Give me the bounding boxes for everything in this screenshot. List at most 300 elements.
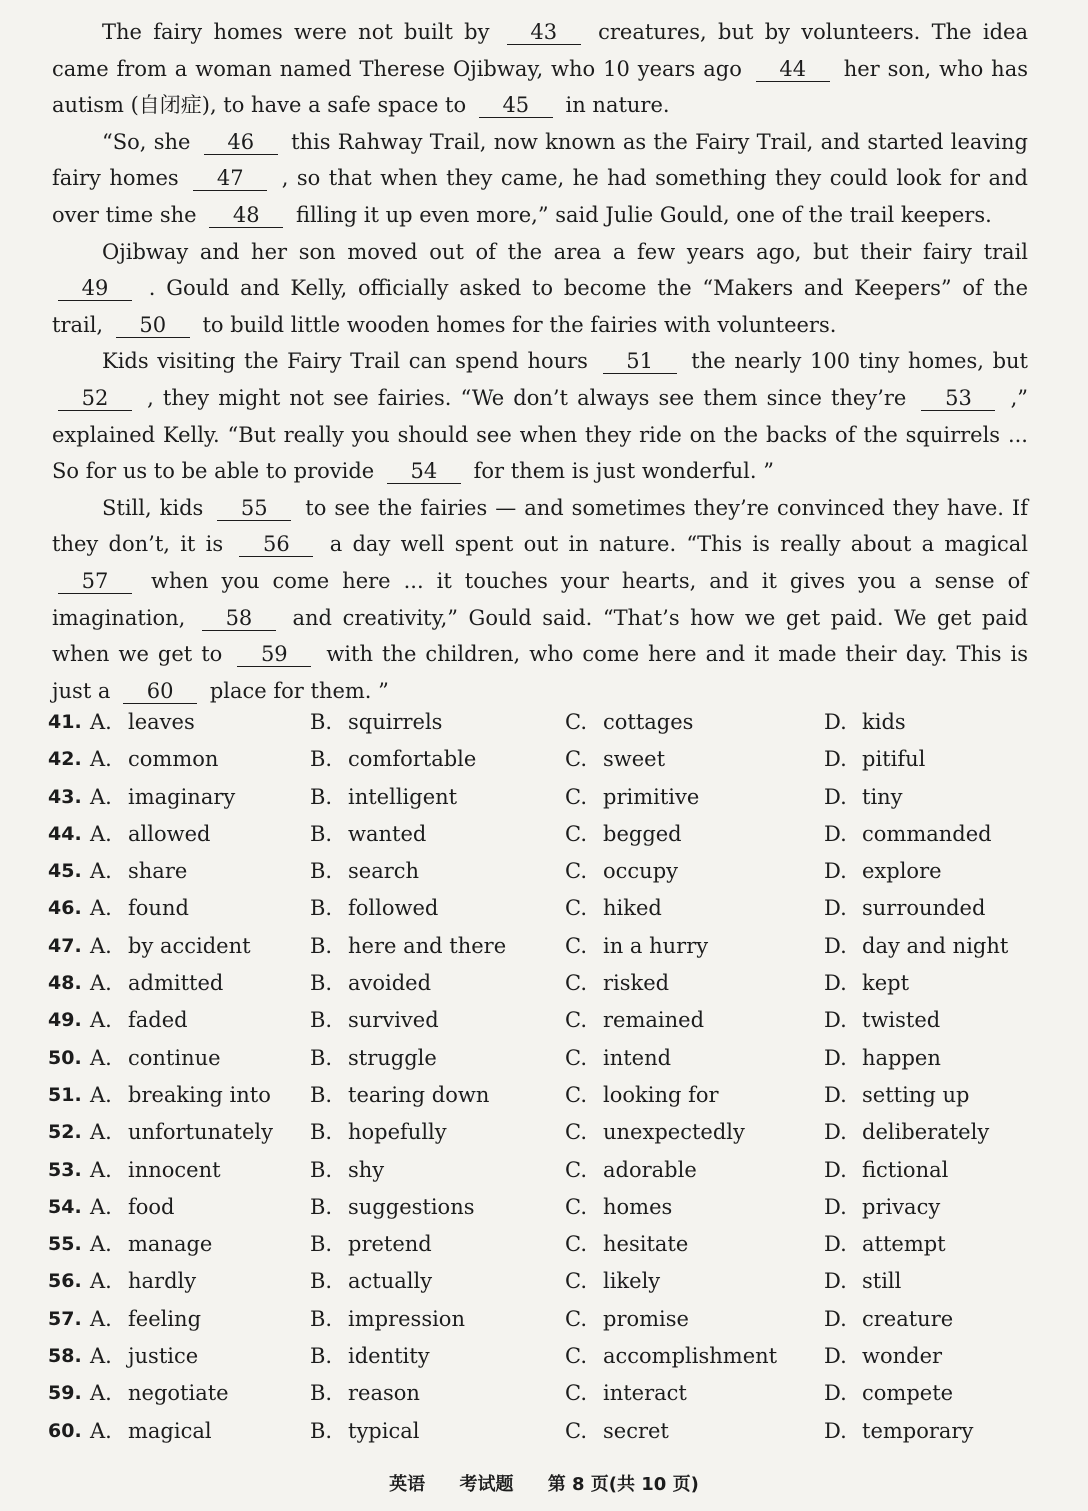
blank-60: 60 xyxy=(123,679,197,704)
option-d xyxy=(824,853,942,890)
passage-text: and creativity,” Gould said. “That’s how we get paid. We get paid when we get to xyxy=(52,605,1028,667)
option-letter: D. xyxy=(824,1269,847,1294)
question-row xyxy=(48,1338,1048,1375)
option-b xyxy=(310,1338,430,1375)
passage-text: to build little wooden homes for the fairies with volunteers. xyxy=(202,312,837,337)
question-row xyxy=(48,1189,1048,1226)
option-c xyxy=(565,741,665,778)
option-a xyxy=(90,965,223,1002)
option-d xyxy=(824,816,992,853)
blank-45: 45 xyxy=(479,93,553,118)
option-text: pitiful xyxy=(862,747,926,772)
option-d xyxy=(824,1040,941,1077)
option-letter: B. xyxy=(310,1269,333,1294)
passage-text: , so that when they came, he had something they could look for and over time she xyxy=(52,166,1028,227)
passage-text: in nature. xyxy=(565,93,670,118)
option-letter: D. xyxy=(824,1045,847,1070)
option-d xyxy=(824,1114,989,1151)
option-text: surrounded xyxy=(862,896,986,921)
question-number: 50. xyxy=(48,1046,82,1069)
option-b xyxy=(310,1301,465,1338)
option-letter: A. xyxy=(90,1194,112,1219)
option-c xyxy=(565,1301,689,1338)
question-row xyxy=(48,704,1048,741)
option-letter: C. xyxy=(565,1157,587,1182)
option-c xyxy=(565,779,699,816)
option-a xyxy=(90,779,235,816)
option-letter: B. xyxy=(310,1306,333,1331)
question-number: 46. xyxy=(48,897,82,920)
option-text: hardly xyxy=(128,1269,197,1294)
option-text: negotiate xyxy=(128,1381,229,1406)
blank-53: 53 xyxy=(921,386,995,411)
blank-54: 54 xyxy=(387,459,461,484)
passage-text: , they might not see fairies. “We don’t always see them since they’re xyxy=(147,385,907,410)
option-letter: C. xyxy=(565,1344,587,1369)
option-letter: A. xyxy=(90,710,112,734)
option-letter: B. xyxy=(310,821,333,846)
option-letter: C. xyxy=(565,747,587,772)
option-letter: A. xyxy=(90,821,112,846)
option-letter: A. xyxy=(90,1269,112,1294)
question-row xyxy=(48,1226,1048,1263)
option-c xyxy=(565,1040,671,1077)
blank-49: 49 xyxy=(58,276,132,301)
option-c xyxy=(565,1114,745,1151)
question-number: 41. xyxy=(48,711,82,733)
option-a xyxy=(90,816,210,853)
option-letter: B. xyxy=(310,1194,333,1219)
option-letter: A. xyxy=(90,1418,112,1443)
footer-subject: 英语 xyxy=(389,1474,426,1495)
option-text: likely xyxy=(603,1269,661,1294)
option-letter: D. xyxy=(824,1120,847,1145)
option-c xyxy=(565,1375,687,1412)
blank-46: 46 xyxy=(204,130,278,155)
blank-50: 50 xyxy=(116,313,190,338)
option-text: wonder xyxy=(862,1344,943,1369)
question-row xyxy=(48,1263,1048,1300)
question-number: 49. xyxy=(48,1009,82,1032)
option-c xyxy=(565,1152,697,1189)
option-letter: A. xyxy=(90,896,112,921)
option-letter: C. xyxy=(565,710,587,734)
option-text: compete xyxy=(862,1381,954,1406)
option-letter: D. xyxy=(824,1381,847,1406)
option-text: feeling xyxy=(128,1306,202,1331)
option-text: reason xyxy=(348,1381,420,1406)
option-d xyxy=(824,1375,953,1412)
option-letter: D. xyxy=(824,784,847,809)
option-letter: B. xyxy=(310,1157,333,1182)
question-row xyxy=(48,741,1048,778)
blank-58: 58 xyxy=(202,606,276,631)
passage-text: Ojibway and her son moved out of the area a few years ago, but their fairy trail xyxy=(102,239,1028,264)
paragraph-4 xyxy=(52,343,1028,489)
question-row xyxy=(48,1301,1048,1338)
option-text: accomplishment xyxy=(603,1344,778,1369)
question-number: 47. xyxy=(48,934,82,957)
blank-48: 48 xyxy=(209,203,283,228)
option-c xyxy=(565,816,682,853)
option-text: setting up xyxy=(862,1082,970,1107)
option-a xyxy=(90,1189,175,1226)
option-a xyxy=(90,1152,221,1189)
option-b xyxy=(310,1189,475,1226)
blank-59: 59 xyxy=(237,642,311,667)
option-text: in a hurry xyxy=(603,933,709,958)
option-b xyxy=(310,853,419,890)
option-a xyxy=(90,1301,201,1338)
option-a xyxy=(90,1263,196,1300)
option-d xyxy=(824,1226,946,1263)
option-text: tearing down xyxy=(348,1082,490,1107)
option-b xyxy=(310,779,457,816)
passage-text: The fairy homes were not built by xyxy=(102,20,490,44)
option-c xyxy=(565,1002,704,1039)
option-letter: C. xyxy=(565,1120,587,1145)
option-letter: C. xyxy=(565,933,587,958)
passage-text: place for them. ” xyxy=(209,678,389,703)
option-c xyxy=(565,1263,660,1300)
option-letter: D. xyxy=(824,1232,847,1257)
option-a xyxy=(90,1375,229,1412)
option-letter: D. xyxy=(824,1082,847,1107)
option-text: found xyxy=(128,896,189,921)
option-b xyxy=(310,965,431,1002)
option-text: wanted xyxy=(348,821,427,846)
passage-text: when you come here ... it touches your hearts, and it gives you a sense of imagination, xyxy=(52,568,1028,630)
question-row xyxy=(48,1375,1048,1412)
option-letter: A. xyxy=(90,1344,112,1369)
option-letter: A. xyxy=(90,1306,112,1331)
question-number: 53. xyxy=(48,1158,82,1181)
option-letter: A. xyxy=(90,1157,112,1182)
option-text: looking for xyxy=(603,1082,719,1107)
question-number: 54. xyxy=(48,1195,82,1218)
option-text: intend xyxy=(603,1045,672,1070)
question-number: 55. xyxy=(48,1233,82,1256)
option-a xyxy=(90,928,251,965)
option-letter: D. xyxy=(824,710,847,734)
option-a xyxy=(90,890,189,927)
option-text: breaking into xyxy=(128,1082,271,1107)
option-a xyxy=(90,1002,188,1039)
option-letter: C. xyxy=(565,1418,587,1443)
option-letter: D. xyxy=(824,1194,847,1219)
option-letter: D. xyxy=(824,747,847,772)
option-letter: A. xyxy=(90,1045,112,1070)
option-text: faded xyxy=(128,1008,188,1033)
option-d xyxy=(824,741,925,778)
option-d xyxy=(824,1338,942,1375)
question-row xyxy=(48,1152,1048,1189)
option-letter: B. xyxy=(310,1045,333,1070)
option-letter: B. xyxy=(310,784,333,809)
option-d xyxy=(824,1002,940,1039)
option-text: impression xyxy=(348,1306,465,1331)
option-letter: C. xyxy=(565,1008,587,1033)
option-letter: B. xyxy=(310,1120,333,1145)
question-number: 57. xyxy=(48,1307,82,1330)
footer-page-number: 第 8 页(共 10 页) xyxy=(547,1474,699,1495)
option-letter: B. xyxy=(310,1082,333,1107)
option-text: hopefully xyxy=(348,1120,447,1145)
question-row xyxy=(48,816,1048,853)
option-text: cottages xyxy=(603,710,694,734)
paragraph-3 xyxy=(52,234,1028,344)
option-c xyxy=(565,965,669,1002)
option-text: secret xyxy=(603,1418,669,1443)
option-text: begged xyxy=(603,821,682,846)
passage-text: the nearly 100 tiny homes, but xyxy=(691,349,1028,374)
option-text: justice xyxy=(128,1344,199,1369)
option-b xyxy=(310,816,426,853)
option-text: fictional xyxy=(862,1157,949,1182)
option-a xyxy=(90,1413,212,1450)
blank-57: 57 xyxy=(58,569,132,594)
option-text: interact xyxy=(603,1381,687,1406)
blank-52: 52 xyxy=(58,386,132,411)
footer-paper: 考试题 xyxy=(459,1474,514,1495)
question-number: 59. xyxy=(48,1382,82,1405)
option-letter: D. xyxy=(824,1418,847,1443)
option-text: share xyxy=(128,859,188,884)
option-d xyxy=(824,1189,940,1226)
option-text: actually xyxy=(348,1269,433,1294)
option-text: privacy xyxy=(862,1194,941,1219)
question-number: 43. xyxy=(48,785,82,808)
option-text: avoided xyxy=(348,971,432,996)
option-letter: B. xyxy=(310,1418,333,1443)
question-number: 58. xyxy=(48,1345,82,1368)
option-a xyxy=(90,1040,221,1077)
question-number: 45. xyxy=(48,860,82,883)
option-letter: C. xyxy=(565,1045,587,1070)
option-text: intelligent xyxy=(348,784,458,809)
option-letter: C. xyxy=(565,1082,587,1107)
option-b xyxy=(310,1226,432,1263)
option-letter: C. xyxy=(565,859,587,884)
paragraph-5 xyxy=(52,490,1028,710)
passage-text: to see the fairies — and sometimes they’re convinced they have. If they don’t, it is xyxy=(52,495,1028,557)
option-c xyxy=(565,1077,719,1114)
option-c xyxy=(565,1226,688,1263)
option-text: tiny xyxy=(862,784,903,809)
option-text: still xyxy=(862,1269,902,1294)
option-c xyxy=(565,853,678,890)
option-text: pretend xyxy=(348,1232,432,1257)
option-text: homes xyxy=(603,1194,673,1219)
question-row xyxy=(48,965,1048,1002)
option-text: admitted xyxy=(128,971,224,996)
option-d xyxy=(824,1413,973,1450)
blank-56: 56 xyxy=(239,532,313,557)
option-letter: C. xyxy=(565,1232,587,1257)
option-letter: C. xyxy=(565,821,587,846)
option-a xyxy=(90,1226,212,1263)
blank-51: 51 xyxy=(603,349,677,374)
blank-47: 47 xyxy=(193,166,267,191)
option-text: search xyxy=(348,859,420,884)
passage-text: her son, who has autism (自闭症), to have a safe space to xyxy=(52,56,1029,118)
option-text: shy xyxy=(348,1157,385,1182)
option-d xyxy=(824,704,906,741)
option-d xyxy=(824,890,985,927)
option-text: adorable xyxy=(603,1157,697,1182)
option-text: suggestions xyxy=(348,1194,475,1219)
option-b xyxy=(310,890,438,927)
question-row xyxy=(48,1413,1048,1450)
option-letter: A. xyxy=(90,971,112,996)
passage-text: this Rahway Trail, now known as the Fairy Trail, and started leaving fairy homes xyxy=(52,129,1028,191)
question-number: 52. xyxy=(48,1121,82,1144)
option-text: imaginary xyxy=(128,784,236,809)
option-letter: B. xyxy=(310,1232,333,1257)
option-b xyxy=(310,1002,439,1039)
option-letter: B. xyxy=(310,933,333,958)
option-letter: C. xyxy=(565,784,587,809)
option-text: kept xyxy=(862,971,910,996)
question-row xyxy=(48,890,1048,927)
option-text: hiked xyxy=(603,896,662,921)
option-letter: A. xyxy=(90,1082,112,1107)
option-text: unfortunately xyxy=(128,1120,273,1145)
option-d xyxy=(824,1077,969,1114)
passage-text: Still, kids xyxy=(102,495,204,520)
option-b xyxy=(310,704,442,741)
option-d xyxy=(824,1152,948,1189)
question-number: 48. xyxy=(48,972,82,995)
passage-text: ,” explained Kelly. “But really you should see when they ride on the backs of the squirrels ... So for us to be able to provide xyxy=(52,385,1028,484)
option-letter: D. xyxy=(824,859,847,884)
option-text: magical xyxy=(128,1418,212,1443)
option-letter: A. xyxy=(90,933,112,958)
blank-55: 55 xyxy=(217,496,291,521)
option-text: promise xyxy=(603,1306,689,1331)
option-letter: B. xyxy=(310,747,333,772)
option-letter: A. xyxy=(90,1008,112,1033)
option-letter: A. xyxy=(90,747,112,772)
option-letter: D. xyxy=(824,1306,847,1331)
passage-text: filling it up even more,” said Julie Gould, one of the trail keepers. xyxy=(295,202,992,227)
option-b xyxy=(310,928,506,965)
passage-text: Kids visiting the Fairy Trail can spend hours xyxy=(102,349,588,374)
option-a xyxy=(90,1114,273,1151)
option-letter: B. xyxy=(310,971,333,996)
passage-text: for them is just wonderful. ” xyxy=(473,459,774,484)
option-text: commanded xyxy=(862,821,992,846)
option-a xyxy=(90,1077,271,1114)
blank-44: 44 xyxy=(756,57,830,82)
option-letter: C. xyxy=(565,1306,587,1331)
page-footer xyxy=(0,1470,1088,1496)
option-d xyxy=(824,965,909,1002)
option-letter: C. xyxy=(565,971,587,996)
option-b xyxy=(310,1040,437,1077)
option-text: attempt xyxy=(862,1232,946,1257)
option-letter: B. xyxy=(310,896,333,921)
option-letter: D. xyxy=(824,933,847,958)
question-row xyxy=(48,1040,1048,1077)
question-row xyxy=(48,1114,1048,1151)
option-text: leaves xyxy=(128,710,195,734)
option-text: primitive xyxy=(603,784,700,809)
option-c xyxy=(565,1338,777,1375)
option-d xyxy=(824,1263,901,1300)
option-text: here and there xyxy=(348,933,507,958)
cloze-passage xyxy=(52,14,1028,709)
question-row xyxy=(48,1077,1048,1114)
question-number: 44. xyxy=(48,822,82,845)
option-text: sweet xyxy=(603,747,666,772)
option-letter: D. xyxy=(824,821,847,846)
option-letter: C. xyxy=(565,896,587,921)
passage-text: “So, she xyxy=(102,129,191,154)
blank-43: 43 xyxy=(507,20,581,45)
option-letter: D. xyxy=(824,896,847,921)
option-b xyxy=(310,1152,384,1189)
option-text: happen xyxy=(862,1045,941,1070)
option-letter: B. xyxy=(310,710,333,734)
option-letter: B. xyxy=(310,1344,333,1369)
option-b xyxy=(310,1263,432,1300)
question-row xyxy=(48,1002,1048,1039)
option-text: deliberately xyxy=(862,1120,990,1145)
option-letter: A. xyxy=(90,1232,112,1257)
option-a xyxy=(90,741,218,778)
option-text: identity xyxy=(348,1344,430,1369)
question-row xyxy=(48,928,1048,965)
passage-text: creatures, but by volunteers. The idea came from a woman named Therese Ojibway, who 10 years ago xyxy=(52,20,1028,81)
option-text: followed xyxy=(348,896,439,921)
option-text: typical xyxy=(348,1418,420,1443)
option-b xyxy=(310,1413,419,1450)
option-text: creature xyxy=(862,1306,954,1331)
question-row xyxy=(48,779,1048,816)
paragraph-2 xyxy=(52,124,1028,234)
option-text: allowed xyxy=(128,821,211,846)
question-list xyxy=(48,704,1048,1450)
option-d xyxy=(824,928,1008,965)
passage-text: . Gould and Kelly, officially asked to become the “Makers and Keepers” of the trail, xyxy=(52,276,1028,337)
question-row xyxy=(48,853,1048,890)
option-a xyxy=(90,853,187,890)
option-a xyxy=(90,1338,198,1375)
passage-text: a day well spent out in nature. “This is really about a magical xyxy=(329,532,1028,557)
question-number: 60. xyxy=(48,1419,82,1442)
option-c xyxy=(565,928,708,965)
option-letter: D. xyxy=(824,971,847,996)
passage-text: with the children, who come here and it made their day. This is just a xyxy=(52,642,1028,703)
option-text: struggle xyxy=(348,1045,437,1070)
option-text: twisted xyxy=(862,1008,941,1033)
option-b xyxy=(310,1114,447,1151)
option-letter: D. xyxy=(824,1008,847,1033)
option-letter: C. xyxy=(565,1381,587,1406)
option-text: remained xyxy=(603,1008,705,1033)
option-letter: B. xyxy=(310,859,333,884)
question-number: 51. xyxy=(48,1083,82,1106)
option-text: kids xyxy=(862,710,906,734)
option-text: day and night xyxy=(862,933,1009,958)
option-text: common xyxy=(128,747,219,772)
option-c xyxy=(565,890,662,927)
option-d xyxy=(824,779,903,816)
option-b xyxy=(310,741,476,778)
option-d xyxy=(824,1301,953,1338)
option-text: squirrels xyxy=(348,710,443,734)
